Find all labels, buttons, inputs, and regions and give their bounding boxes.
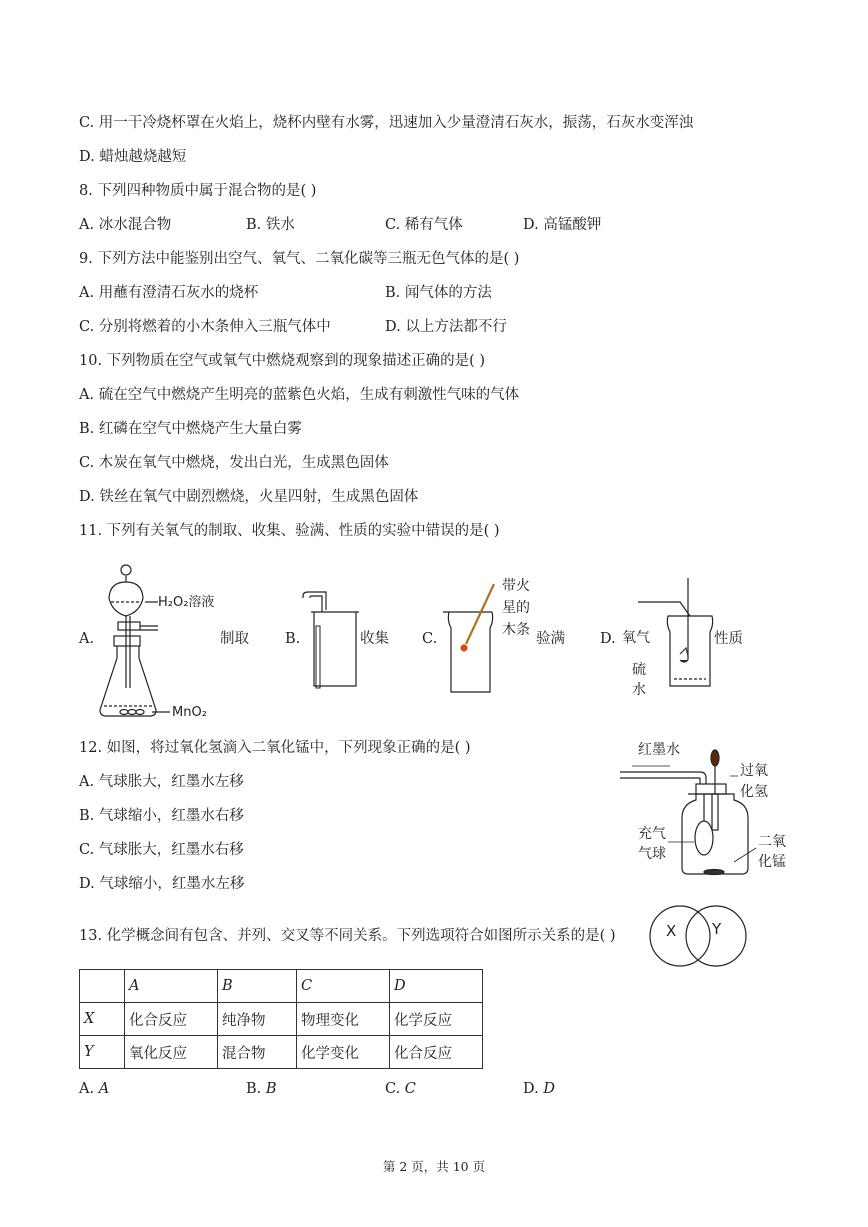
table-cell: 化合反应 <box>125 1003 218 1036</box>
q10-stem: 10. 下列物质在空气或氧气中燃烧观察到的现象描述正确的是( ) <box>79 353 486 369</box>
sulfur-label: 硫 <box>632 662 646 678</box>
table-row <box>80 1003 483 1036</box>
q11-caption-a: 制取 <box>220 631 249 647</box>
table-header-row <box>80 970 483 1003</box>
mno2-label: MnO₂ <box>172 705 207 720</box>
q9-option-c: C. 分别将燃着的小木条伸入三瓶气体中 <box>79 319 331 335</box>
balloon-label-1: 充气 <box>638 826 666 842</box>
mno2-label-2: 化锰 <box>758 854 786 870</box>
q12-apparatus-figure <box>610 732 810 882</box>
q11-option-c-letter: C. <box>422 631 438 647</box>
q11-caption-c: 验满 <box>536 631 565 647</box>
q8-option-c: C. 稀有气体 <box>385 217 463 233</box>
q13-option-c-letter: C <box>404 1081 416 1097</box>
q9-option-b: B. 闻气体的方法 <box>385 285 492 301</box>
venn-x-label: X <box>666 922 677 940</box>
q13-option-c <box>385 1079 416 1099</box>
h2o2-label-2: 化氢 <box>740 784 768 800</box>
table-cell: 纯净物 <box>218 1003 297 1036</box>
q9-option-a: A. 用蘸有澄清石灰水的烧杯 <box>79 285 259 301</box>
table-row-label-y: Y <box>80 1036 125 1069</box>
table-cell <box>80 970 125 1003</box>
q10-option-b: B. 红磷在空气中燃烧产生大量白雾 <box>79 421 302 437</box>
q13-option-b <box>246 1079 277 1099</box>
table-row-label-x: X <box>80 1003 125 1036</box>
q9-stem: 9. 下列方法中能鉴别出空气、氧气、二氧化碳等三瓶无色气体的是( ) <box>79 251 520 267</box>
venn-y-label: Y <box>712 920 722 938</box>
stick-label-3: 木条 <box>502 622 530 638</box>
q8-stem: 8. 下列四种物质中属于混合物的是( ) <box>79 183 317 199</box>
q13-option-b-prefix: B. <box>246 1081 266 1097</box>
page-footer: 第 2 页，共 10 页 <box>382 1159 486 1174</box>
q13-option-a-prefix: A. <box>79 1081 99 1097</box>
q10-option-a: A. 硫在空气中燃烧产生明亮的蓝紫色火焰，生成有刺激性气味的气体 <box>79 387 520 403</box>
q13-option-a <box>79 1079 109 1099</box>
q13-option-a-letter: A <box>98 1081 110 1097</box>
q13-option-d-letter: D <box>543 1081 555 1097</box>
balloon-label-2: 气球 <box>638 846 666 862</box>
venn-diagram <box>648 902 758 972</box>
q13-option-d-prefix: D. <box>523 1081 544 1097</box>
q10-option-c: C. 木炭在氧气中燃烧，发出白光，生成黑色固体 <box>79 455 389 471</box>
q11-caption-d: 性质 <box>714 631 743 647</box>
q13-option-d <box>523 1079 555 1099</box>
table-cell: 混合物 <box>218 1036 297 1069</box>
q12-stem: 12. 如图，将过氧化氢滴入二氧化锰中，下列现象正确的是( ) <box>79 740 471 756</box>
q11-caption-b: 收集 <box>360 631 389 647</box>
q11-stem: 11. 下列有关氧气的制取、收集、验满、性质的实验中错误的是( ) <box>79 523 500 539</box>
table-cell: 氧化反应 <box>125 1036 218 1069</box>
q11-option-b-letter: B. <box>285 631 301 647</box>
q13-stem: 13. 化学概念间有包含、并列、交叉等不同关系。下列选项符合如图所示关系的是( ) <box>79 928 616 944</box>
q10-option-d: D. 铁丝在氧气中剧烈燃烧，火星四射，生成黑色固体 <box>79 489 419 505</box>
stick-label-1: 带火 <box>502 578 530 594</box>
h2o2-label-1: 过氧 <box>740 763 768 779</box>
table-header-a: A <box>125 970 218 1003</box>
q13-table <box>79 969 483 1069</box>
q11-option-a-letter: A. <box>79 631 95 647</box>
table-header-c: C <box>297 970 390 1003</box>
q12-option-c: C. 气球胀大，红墨水右移 <box>79 842 244 858</box>
q12-option-a: A. 气球胀大，红墨水左移 <box>79 774 244 790</box>
table-cell: 化学反应 <box>390 1003 483 1036</box>
table-header-b: B <box>218 970 297 1003</box>
h2o2-label: H₂O₂溶液 <box>158 595 215 610</box>
q11-option-d-letter: D. <box>600 631 616 647</box>
stick-label-2: 星的 <box>502 600 530 616</box>
q8-option-d: D. 高锰酸钾 <box>523 217 602 233</box>
q9-option-d: D. 以上方法都不行 <box>385 319 507 335</box>
q12-option-b: B. 气球缩小，红墨水右移 <box>79 808 244 824</box>
mno2-label-1: 二氧 <box>758 834 786 850</box>
oxygen-label: 氧气 <box>622 630 650 646</box>
q8-option-b: B. 铁水 <box>246 217 295 233</box>
table-cell: 物理变化 <box>297 1003 390 1036</box>
q12-option-d: D. 气球缩小，红墨水左移 <box>79 876 245 892</box>
q13-option-b-letter: B <box>265 1081 277 1097</box>
table-row <box>80 1036 483 1069</box>
q8-option-a: A. 冰水混合物 <box>79 217 172 233</box>
water-label: 水 <box>632 682 646 698</box>
table-header-d: D <box>390 970 483 1003</box>
table-cell: 化学变化 <box>297 1036 390 1069</box>
q7-option-d: D. 蜡烛越烧越短 <box>79 149 187 165</box>
q7-option-c: C. 用一干冷烧杯罩在火焰上，烧杯内壁有水雾，迅速加入少量澄清石灰水，振荡，石灰水变浑浊 <box>79 115 694 131</box>
table-cell: 化合反应 <box>390 1036 483 1069</box>
q13-option-c-prefix: C. <box>385 1081 405 1097</box>
red-ink-label: 红墨水 <box>638 742 680 758</box>
